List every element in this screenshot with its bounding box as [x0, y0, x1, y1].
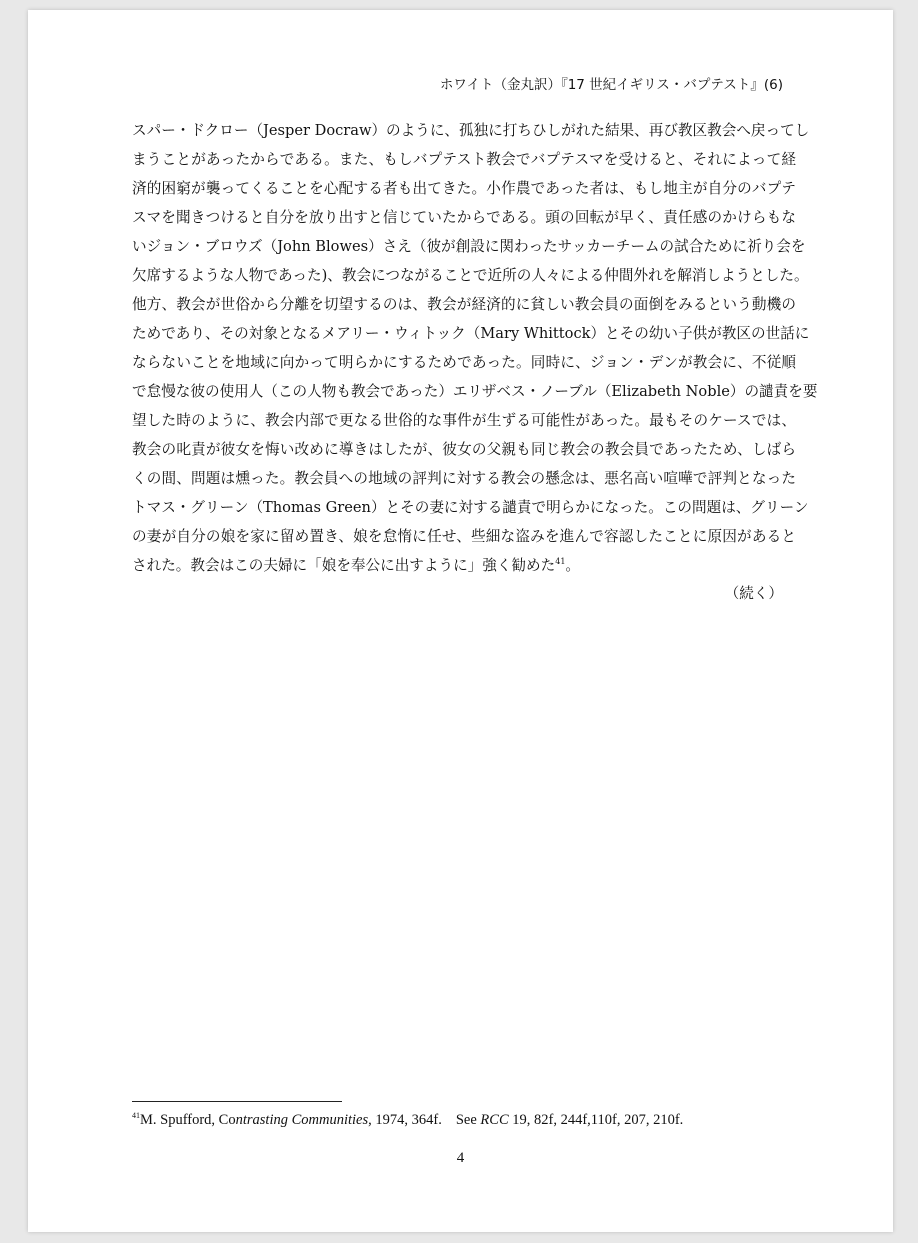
footnote-reference[interactable]: 41 — [555, 557, 566, 566]
text-line: スパー・ドクロー（Jesper Docraw）のように、孤独に打ちひしがれた結果、再び教区教会へ戻ってし — [132, 122, 810, 139]
continued-label: （続く） — [724, 585, 783, 602]
text-line: スマを聞きつけると自分を放り出すと信じていたからである。頭の回転が早く、責任感のかけらもな — [132, 209, 796, 226]
footnote-marker: 41 — [132, 1111, 140, 1120]
text-line: 望した時のように、教会内部で更なる世俗的な事件が生ずる可能性があった。最もそのケースでは、 — [132, 412, 796, 429]
footnote-details: , 1974, 364f. — [368, 1112, 442, 1128]
footnote — [132, 1112, 683, 1129]
text-line: いジョン・ブロウズ（John Blowes）さえ（彼が創設に関わったサッカーチームの試合ために祈り会を — [132, 238, 806, 255]
last-line-end: 。 — [565, 557, 581, 574]
text-line: 欠席するような人物であった)、教会につながることで近所の人々による仲間外れを解消しようとした。 — [132, 267, 809, 284]
body-paragraph — [132, 116, 818, 580]
footnote-author: M. Spufford, Co — [140, 1112, 236, 1128]
running-header: ホワイト（金丸訳）『17 世紀イギリス・バプテスト』(6) — [439, 77, 783, 93]
text-line: くの間、問題は燻った。教会員への地域の評判に対する教会の懸念は、悪名高い喧嘩で評判となった — [132, 470, 796, 487]
text-line: ならないことを地域に向かって明らかにするためであった。同時に、ジョン・デンが教会に、不従順 — [132, 354, 796, 371]
text-line: ためであり、その対象となるメアリー・ウィトック（Mary Whittock）とその幼い子供が教区の世話に — [132, 325, 810, 342]
footnote-see-label: See — [455, 1112, 481, 1128]
page-number: 4 — [456, 1150, 465, 1166]
text-line: の妻が自分の娘を家に留め置き、娘を怠惰に任せ、些細な盗みを進んで容認したことに原因があると — [132, 528, 796, 545]
text-line: 済的困窮が襲ってくることを心配する者も出てきた。小作農であった者は、もし地主が自分のバプテ — [132, 180, 796, 197]
text-line: で怠慢な彼の使用人（この人物も教会であった）エリザベス・ノーブル（Elizabeth Noble）の譴責を要 — [132, 383, 818, 400]
text-line: 教会の叱責が彼女を悔い改めに導きはしたが、彼女の父親も同じ教会の教会員であったため、しばら — [132, 441, 796, 458]
last-line-text: された。教会はこの夫婦に「娘を奉公に出すように」強く勧めた — [132, 557, 556, 574]
footnote-divider — [132, 1101, 342, 1102]
footnote-see-pages: 19, 82f, 244f,110f, 207, 210f. — [508, 1112, 684, 1128]
footnote-title: ntrasting Communities — [235, 1112, 369, 1128]
text-line: トマス・グリーン（Thomas Green）とその妻に対する譴責で明らかになった。この問題は、グリーン — [132, 499, 809, 516]
text-line: 他方、教会が世俗から分離を切望するのは、教会が経済的に貧しい教会員の面倒をみるという動機の — [132, 296, 796, 313]
text-line: まうことがあったからである。また、もしバプテスト教会でバプテスマを受けると、それによって経 — [132, 151, 796, 168]
footnote-see-source: RCC — [480, 1112, 509, 1128]
document-page — [28, 10, 893, 1232]
text-line-last — [132, 551, 796, 580]
